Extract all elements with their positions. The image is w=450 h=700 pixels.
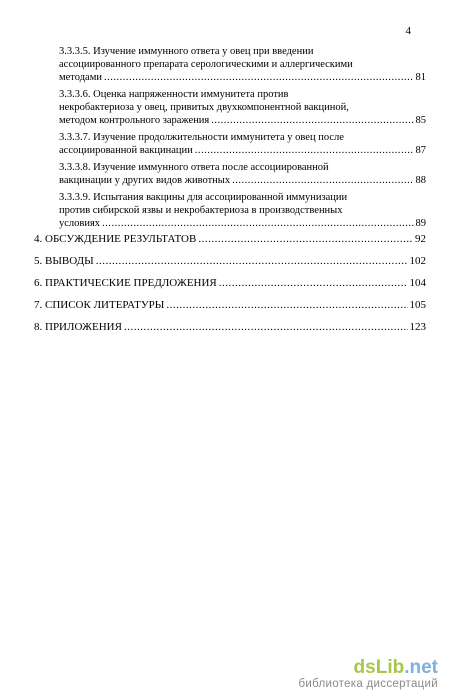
watermark-subtitle: библиотека диссертаций [298,678,438,690]
toc-page-number: 104 [409,277,426,289]
toc-entry-last-line: методом контрольного заражения [59,115,210,126]
toc-entry-3-3-3-7[interactable] [34,131,426,157]
toc-entry-chapter-5[interactable] [34,254,426,268]
toc-chapter-label: 7. СПИСОК ЛИТЕРАТУРЫ [34,299,165,311]
toc-entry-line: 3.3.3.5. Изучение иммунного ответа у овец при введении [59,46,314,57]
toc-entry-line: некробактериоза у овец, привитых двухкомпонентной вакциной, [59,102,349,113]
toc-page-number: 85 [415,115,426,126]
dot-leader [198,232,413,246]
toc-entry-chapter-7[interactable] [34,298,426,312]
toc-entry-last-line: ассоциированной вакцинации [59,145,193,156]
toc-entry-last-line: методами [59,72,102,83]
dot-leader [124,320,408,334]
toc-entry-line: против сибирской язвы и некробактериоза в производственных [59,205,343,216]
toc-page-number: 89 [415,218,426,229]
dot-leader [166,298,407,312]
toc-chapter-label: 4. ОБСУЖДЕНИЕ РЕЗУЛЬТАТОВ [34,233,197,245]
toc-entry-last-line: вакцинации у других видов животных [59,175,231,186]
toc-page-number: 105 [409,299,426,311]
toc-entry-line: ассоциированного препарата серологическими и аллергическими [59,59,353,70]
toc-entry-3-3-3-9[interactable] [34,191,426,230]
toc-page-number: 81 [415,72,426,83]
toc-page-number: 87 [415,145,426,156]
table-of-contents [34,45,426,342]
toc-page-number: 88 [415,175,426,186]
toc-entry-line: 3.3.3.6. Оценка напряженности иммунитета против [59,89,289,100]
logo-part-2: .net [404,657,438,678]
page-number: 4 [405,25,411,37]
toc-entry-3-3-3-5[interactable] [34,45,426,84]
toc-entry-chapter-6[interactable] [34,276,426,290]
toc-entry-line: 3.3.3.8. Изучение иммунного ответа после ассоциированной [59,162,329,173]
dot-leader [104,71,414,84]
toc-entry-chapter-8[interactable] [34,320,426,334]
toc-entry-last-line: условиях [59,218,101,229]
dslib-watermark [298,658,438,690]
logo-part-1: dsLib [353,657,405,678]
dot-leader [96,254,408,268]
dot-leader [232,174,413,187]
toc-chapter-label: 8. ПРИЛОЖЕНИЯ [34,321,122,333]
toc-chapter-label: 6. ПРАКТИЧЕСКИЕ ПРЕДЛОЖЕНИЯ [34,277,217,289]
toc-entry-3-3-3-6[interactable] [34,88,426,127]
toc-entry-line: 3.3.3.7. Изучение продолжительности иммунитета у овец после [59,132,344,143]
dot-leader [195,144,414,157]
toc-page-number: 102 [409,255,426,267]
toc-entry-line: 3.3.3.9. Испытания вакцины для ассоциированной иммунизации [59,192,348,203]
toc-chapter-label: 5. ВЫВОДЫ [34,255,94,267]
dot-leader [211,114,413,127]
toc-page-number: 123 [409,321,426,333]
toc-entry-3-3-3-8[interactable] [34,161,426,187]
toc-page-number: 92 [415,233,426,245]
dot-leader [102,217,413,230]
dot-leader [219,276,408,290]
toc-entry-chapter-4[interactable] [34,232,426,246]
dslib-logo [298,658,438,678]
